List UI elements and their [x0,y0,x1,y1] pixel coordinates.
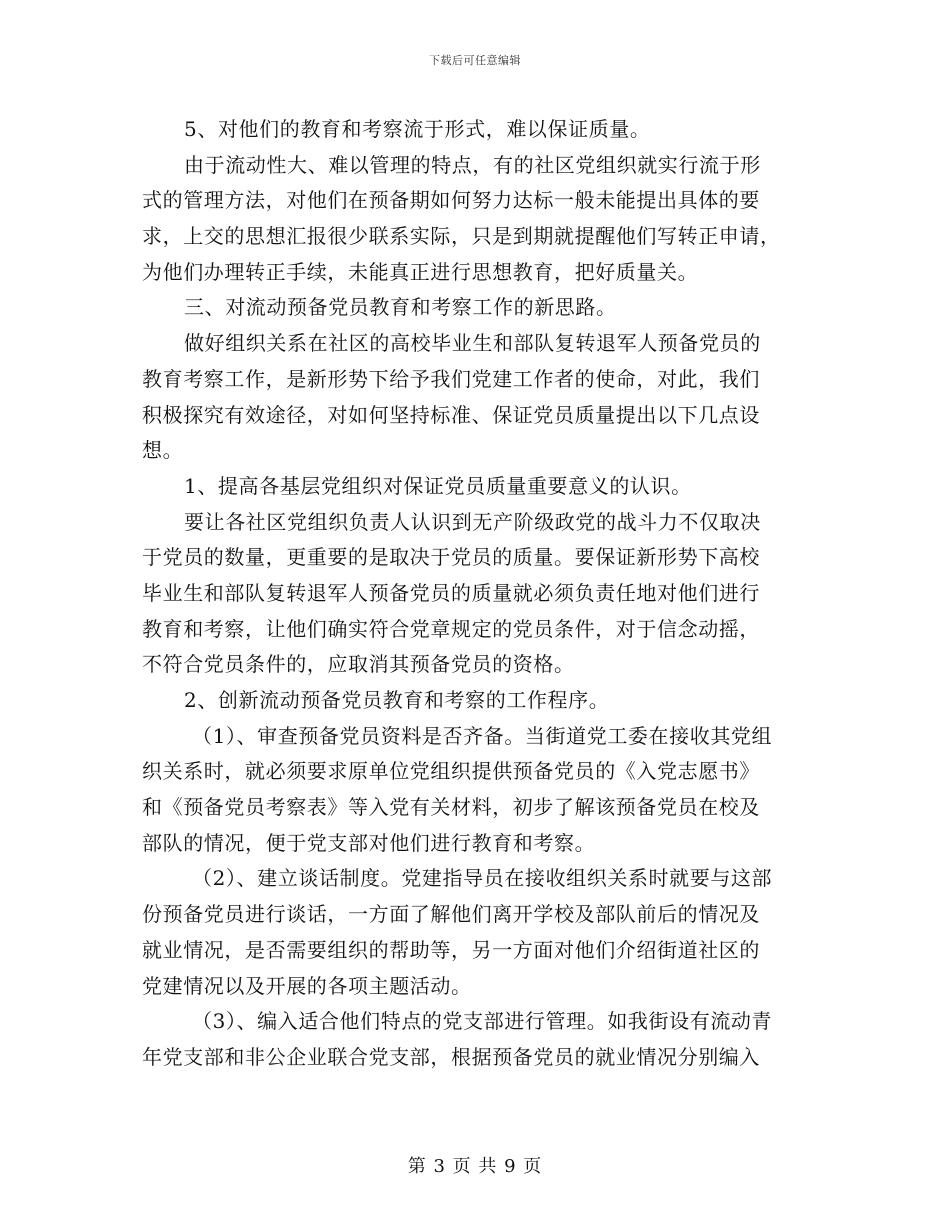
text-line: 教育和考察，让他们确实符合党章规定的党员条件，对于信念动摇， [142,616,760,641]
text-line: 做好组织关系在社区的高校毕业生和部队复转退军人预备党员的 [184,331,761,356]
text-line: 积极探究有效途径，对如何坚持标准、保证党员质量提出以下几点设 [142,402,760,427]
text-line: 年党支部和非公企业联合党支部，根据预备党员的就业情况分别编入 [142,1044,760,1069]
page-header: 下载后可任意编辑 [429,54,521,67]
text-line: 于党员的数量，更重要的是取决于党员的质量。要保证新形势下高校 [142,545,760,570]
text-line: 三、对流动预备党员教育和考察工作的新思路。 [184,295,617,320]
text-line: 就业情况，是否需要组织的帮助等，另一方面对他们介绍街道社区的 [142,937,760,962]
text-line: （3）、编入适合他们特点的党支部进行管理。如我街设有流动青 [192,1009,773,1034]
document-body [142,112,810,1076]
text-line: 为他们办理转正手续，未能真正进行思想教育，把好质量关。 [142,259,699,284]
text-line: （1）、审查预备党员资料是否齐备。当街道党工委在接收其党组 [192,723,773,748]
text-line: （2）、建立谈话制度。党建指导员在接收组织关系时就要与这部 [192,866,773,891]
text-line: 党建情况以及开展的各项主题活动。 [142,973,472,998]
text-line: 部队的情况，便于党支部对他们进行教育和考察。 [142,830,596,855]
text-line: 2、创新流动预备党员教育和考察的工作程序。 [184,688,610,712]
text-line: 要让各社区党组织负责人认识到无产阶级政党的战斗力不仅取决 [184,509,761,534]
text-line: 织关系时，就必须要求原单位党组织提供预备党员的《入党志愿书》 [142,759,760,784]
text-line: 想。 [142,438,184,463]
page-footer: 第 3 页 共 9 页 [407,1156,543,1177]
text-line: 教育考察工作，是新形势下给予我们党建工作者的使命，对此，我们 [142,366,760,391]
text-line: 毕业生和部队复转退军人预备党员的质量就必须负责任地对他们进行 [142,580,760,605]
text-line: 式的管理方法，对他们在预备期如何努力达标一般未能提出具体的要 [142,188,760,213]
text-line: 和《预备党员考察表》等入党有关材料，初步了解该预备党员在校及 [142,795,760,820]
text-line: 由于流动性大、难以管理的特点，有的社区党组织就实行流于形 [184,152,761,177]
text-line: 5、对他们的教育和考察流于形式，难以保证质量。 [184,117,651,141]
text-line: 1、提高各基层党组织对保证党员质量重要意义的认识。 [184,473,692,498]
text-line: 不符合党员条件的，应取消其预备党员的资格。 [142,652,575,677]
text-line: 求，上交的思想汇报很少联系实际，只是到期就提醒他们写转正申请， [142,224,781,249]
text-line: 份预备党员进行谈话，一方面了解他们离开学校及部队前后的情况及 [142,902,760,927]
